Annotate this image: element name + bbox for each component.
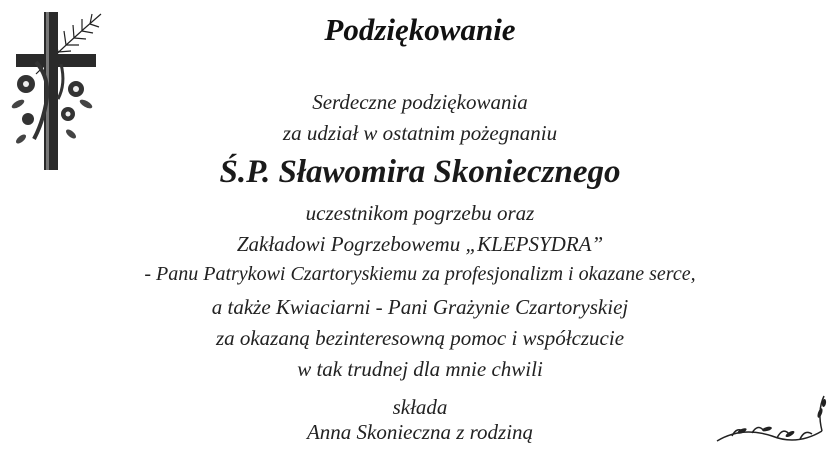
text-line: składa — [392, 395, 448, 419]
text-line: a także Kwiaciarni - Pani Grażynie Czartoryskiej — [211, 295, 629, 319]
text-line: Zakładowi Pogrzebowemu „KLEPSYDRA” — [236, 232, 604, 256]
text-line: - Panu Patrykowi Czartoryskiemu za profesjonalizm i okazane serce, — [144, 263, 696, 285]
floral-flourish-icon — [712, 391, 832, 451]
text-line: w tak trudnej dla mnie chwili — [297, 357, 543, 381]
signature-line: Anna Skonieczna z rodziną — [306, 420, 534, 444]
text-line: uczestnikom pogrzebu oraz — [305, 201, 535, 225]
text-line: Serdeczne podziękowania — [312, 90, 528, 114]
text-line: za udział w ostatnim pożegnaniu — [282, 121, 558, 145]
page-title: Podziękowanie — [324, 12, 516, 47]
text-line: za okazaną bezinteresowną pomoc i współczucie — [215, 326, 625, 350]
deceased-name: Ś.P. Sławomira Skoniecznego — [219, 154, 621, 190]
